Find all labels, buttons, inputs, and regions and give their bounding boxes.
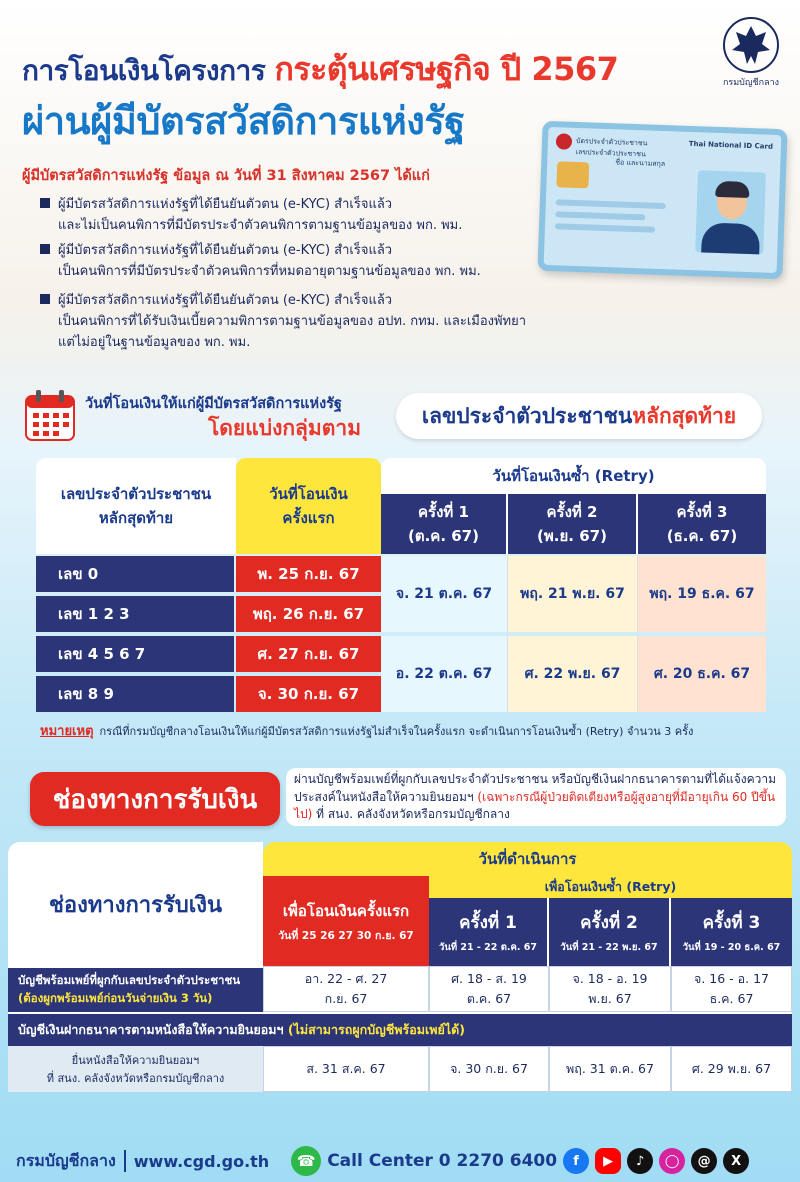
col-header-retry-2: ครั้งที่ 2 (พ.ย. 67) [508, 494, 638, 554]
table-note [40, 720, 693, 741]
footer-org: กรมบัญชีกลาง [16, 1150, 116, 1170]
card-text-line [555, 211, 645, 220]
col-header-retry-3: ครั้งที่ 3 (ธ.ค. 67) [638, 494, 766, 554]
facebook-icon[interactable]: f [563, 1148, 589, 1174]
bullet-1: ผู้มีบัตรสวัสดิการแห่งรัฐที่ได้ยืนยันตัวตน (e-KYC) สำเร็จแล้ว และไม่เป็นคนพิการที่มีบัตรประจำตัวคนพิการตามฐานข้อมูลของ พก. พม. [40, 194, 462, 236]
first-transfer-date: พ. 25 ก.ย. 67 [236, 556, 381, 592]
col-header-first-transfer: วันที่โอนเงิน ครั้งแรก [236, 458, 381, 554]
promptpay-retry-1-date: ศ. 18 - ส. 19 ต.ค. 67 [429, 966, 549, 1012]
bank-row-label: ยื่นหนังสือให้ความยินยอมฯ ที่ สนง. คลังจังหวัดหรือกรมบัญชีกลาง [8, 1046, 263, 1092]
card-text-line [555, 223, 655, 232]
col-header-first-transfer: เพื่อโอนเงินครั้งแรก วันที่ 25 26 27 30 ก.ย. 67 [263, 876, 429, 966]
payment-channel-desc: ผ่านบัญชีพร้อมเพย์ที่ผูกกับเลขประจำตัวประชาชน หรือบัญชีเงินฝากธนาคารตามที่ได้แจ้งความประสงค์ในหนังสือให้ความยินยอมฯ (เฉพาะกรณีผู้ป่วยติดเตียงหรือผู้สูงอายุที่มีอายุเกิน 60 ปีขึ้นไป) ที่ สนง. คลังจังหวัดหรือกรมบัญชีกลาง [286, 768, 786, 826]
seal-caption: กรมบัญชีกลาง [722, 78, 780, 88]
first-transfer-date: ศ. 27 ก.ย. 67 [236, 636, 381, 672]
promptpay-first-date: อา. 22 - ศ. 27 ก.ย. 67 [263, 966, 429, 1012]
chip-icon [556, 161, 589, 188]
retry-3-date-group-a: พฤ. 19 ธ.ค. 67 [638, 556, 766, 632]
footer-divider [124, 1150, 126, 1172]
instagram-icon[interactable]: ◯ [659, 1148, 685, 1174]
bank-retry-1-date: จ. 30 ก.ย. 67 [429, 1046, 549, 1092]
phone-icon: ☎ [291, 1146, 321, 1176]
thai-emblem-icon [556, 133, 573, 150]
bullet-square-icon [40, 294, 50, 304]
id-last-digit-pill: เลขประจำตัวประชาชนหลักสุดท้าย [396, 393, 762, 439]
retry-1-date-group-b: อ. 22 ต.ค. 67 [381, 636, 508, 712]
transfer-banner-line2: โดยแบ่งกลุ่มตาม [208, 416, 362, 440]
bullet-3: ผู้มีบัตรสวัสดิการแห่งรัฐที่ได้ยืนยันตัวตน (e-KYC) สำเร็จแล้ว เป็นคนพิการที่ได้รับเงินเบี้ยความพิการตามฐานข้อมูลของ อปท. กทม. และเมืองพัทยา แต่ไม่อยู่ในฐานข้อมูลของ พก. พม. [40, 290, 526, 353]
page-subtitle: ผ่านผู้มีบัตรสวัสดิการแห่งรัฐ [22, 99, 465, 143]
calendar-icon [24, 388, 76, 442]
footer [0, 1140, 800, 1182]
title-highlight: กระตุ้นเศรษฐกิจ ปี 2567 [274, 50, 619, 88]
card-text-line [556, 199, 666, 209]
col-header-retry-3: ครั้งที่ 3 วันที่ 19 - 20 ธ.ค. 67 [671, 898, 792, 966]
first-transfer-date: จ. 30 ก.ย. 67 [236, 676, 381, 712]
retry-3-date-group-b: ศ. 20 ธ.ค. 67 [638, 636, 766, 712]
payment-channel-title: ช่องทางการรับเงิน [30, 772, 280, 826]
threads-icon[interactable]: @ [691, 1148, 717, 1174]
col-header-retry-1: ครั้งที่ 1 วันที่ 21 - 22 ต.ค. 67 [429, 898, 549, 966]
call-center-number[interactable]: Call Center 0 2270 6400 [327, 1151, 558, 1171]
note-text: กรณีที่กรมบัญชีกลางโอนเงินให้แก่ผู้มีบัตรสวัสดิการแห่งรัฐไม่สำเร็จในครั้งแรก จะดำเนินการโอนเงินซ้ำ (Retry) จำนวน 3 ครั้ง [99, 725, 694, 738]
x-icon[interactable]: X [723, 1148, 749, 1174]
garuda-seal-icon [722, 16, 780, 74]
bank-retry-2-date: พฤ. 31 ต.ค. 67 [549, 1046, 671, 1092]
col-header-channel: ช่องทางการรับเงิน [8, 842, 263, 966]
card-title-en: Thai National ID Card [688, 139, 774, 151]
retry-1-date-group-a: จ. 21 ต.ค. 67 [381, 556, 508, 632]
table-row-label: เลข 1 2 3 [36, 596, 234, 632]
bullet-square-icon [40, 244, 50, 254]
col-header-retry-1: ครั้งที่ 1 (ต.ค. 67) [381, 494, 508, 554]
card-title-th: บัตรประจำตัวประชาชน เลขประจำตัวประชาชน [575, 136, 648, 159]
table-row-label: เลข 8 9 [36, 676, 234, 712]
tiktok-icon[interactable]: ♪ [627, 1148, 653, 1174]
page-title: การโอนเงินโครงการ กระตุ้นเศรษฐกิจ ปี 2567 [22, 50, 619, 88]
col-header-retry: วันที่โอนเงินซ้ำ (Retry) [381, 458, 766, 494]
bank-first-date: ส. 31 ส.ค. 67 [263, 1046, 429, 1092]
retry-2-date-group-a: พฤ. 21 พ.ย. 67 [508, 556, 638, 632]
person-photo-icon [695, 170, 766, 254]
footer-website-link[interactable]: www.cgd.go.th [133, 1151, 270, 1171]
promptpay-row-label: บัญชีพร้อมเพย์ที่ผูกกับเลขประจำตัวประชาชน (ต้องผูกพร้อมเพย์ก่อนวันจ่ายเงิน 3 วัน) [8, 966, 263, 1012]
id-card-illustration [537, 121, 787, 279]
col-header-id: เลขประจำตัวประชาชน หลักสุดท้าย [36, 458, 236, 554]
youtube-icon[interactable]: ▶ [595, 1148, 621, 1174]
bank-retry-3-date: ศ. 29 พ.ย. 67 [671, 1046, 792, 1092]
bullet-2: ผู้มีบัตรสวัสดิการแห่งรัฐที่ได้ยืนยันตัวตน (e-KYC) สำเร็จแล้ว เป็นคนพิการที่มีบัตรประจำตัวคนพิการที่หมดอายุตามฐานข้อมูลของ พก. พม. [40, 240, 481, 282]
transfer-banner-line1: วันที่โอนเงินให้แก่ผู้มีบัตรสวัสดิการแห่งรัฐ [85, 396, 342, 412]
promptpay-retry-3-date: จ. 16 - อ. 17 ธ.ค. 67 [671, 966, 792, 1012]
note-label: หมายเหตุ [40, 724, 94, 739]
table-row-label: เลข 4 5 6 7 [36, 636, 234, 672]
col-header-retry-2: ครั้งที่ 2 วันที่ 21 - 22 พ.ย. 67 [549, 898, 671, 966]
bank-section-header: บัญชีเงินฝากธนาคารตามหนังสือให้ความยินยอมฯ (ไม่สามารถผูกบัญชีพร้อมเพย์ได้) [8, 1012, 792, 1046]
retry-2-date-group-b: ศ. 22 พ.ย. 67 [508, 636, 638, 712]
bullet-square-icon [40, 198, 50, 208]
col-header-retry: เพื่อโอนเงินซ้ำ (Retry) [429, 876, 792, 898]
intro-text: ผู้มีบัตรสวัสดิการแห่งรัฐ ข้อมูล ณ วันที่ 31 สิงหาคม 2567 ได้แก่ [22, 168, 430, 184]
first-transfer-date: พฤ. 26 ก.ย. 67 [236, 596, 381, 632]
card-name-label: ชื่อ และนามสกุล [615, 158, 666, 169]
col-header-ops-date: วันที่ดำเนินการ [263, 842, 792, 876]
promptpay-retry-2-date: จ. 18 - อ. 19 พ.ย. 67 [549, 966, 671, 1012]
table-row-label: เลข 0 [36, 556, 234, 592]
